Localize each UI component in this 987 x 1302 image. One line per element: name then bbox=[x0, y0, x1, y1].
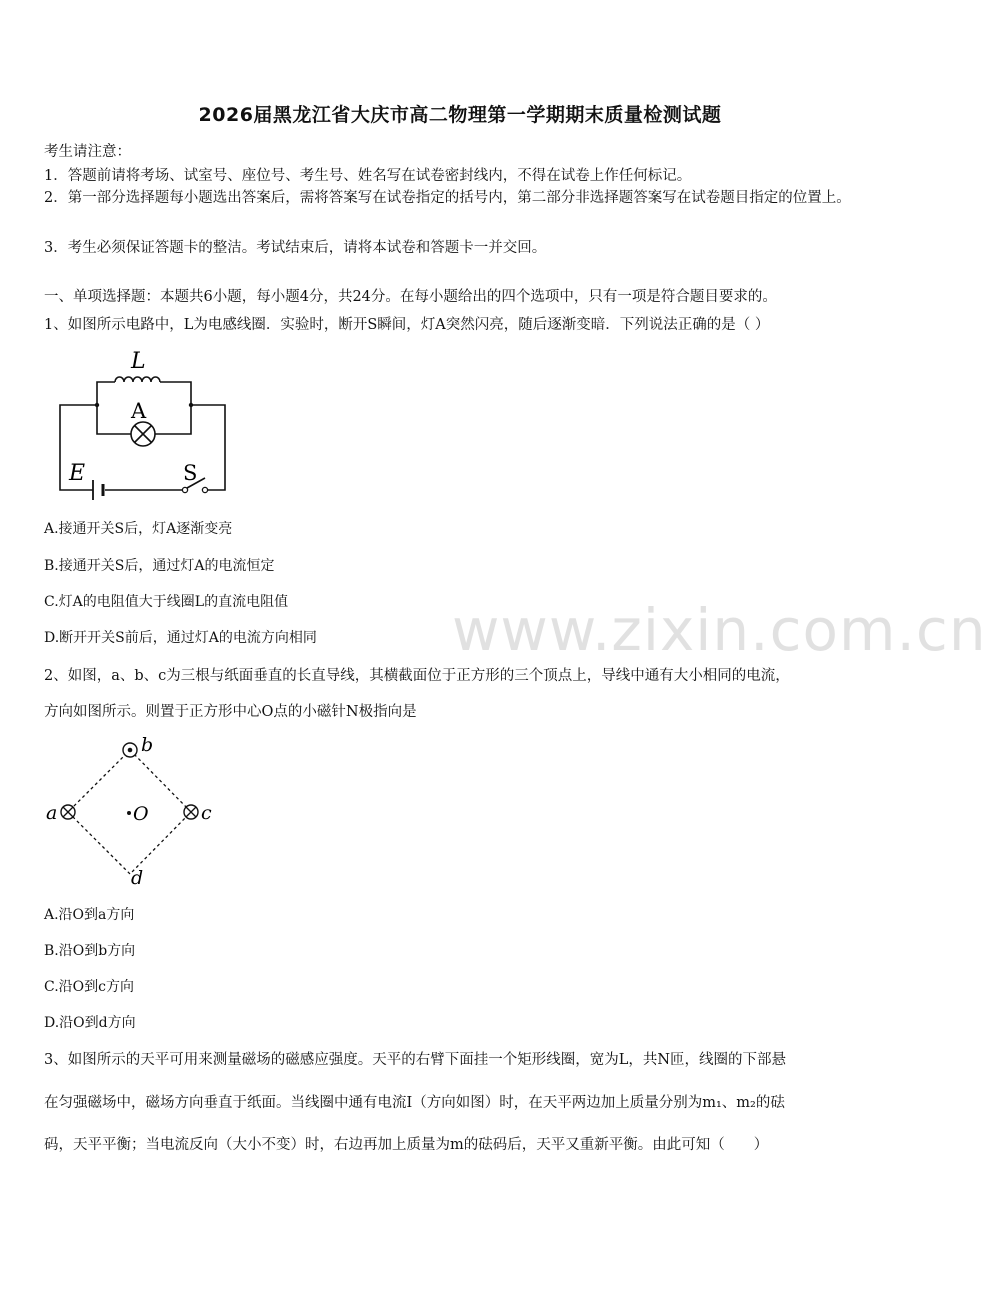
notice-heading: 考生请注意： bbox=[44, 144, 131, 160]
notice-item-3: 3．考生必须保证答题卡的整洁。考试结束后，请将本试卷和答题卡一并交回。 bbox=[44, 240, 547, 256]
q2-option-a: A.沿O到a方向 bbox=[44, 907, 135, 923]
q2-wire-diagram bbox=[42, 732, 222, 890]
notice-item-1: 1．答题前请将考场、试室号、座位号、考生号、姓名写在试卷密封线内，不得在试卷上作任何标记。 bbox=[44, 168, 692, 184]
label-O: O bbox=[133, 803, 149, 825]
q1-option-b: B.接通开关S后，通过灯A的电流恒定 bbox=[44, 558, 275, 574]
label-b: b bbox=[141, 734, 154, 756]
notice-item-2: 2．第一部分选择题每小题选出答案后，需将答案写在试卷指定的括号内，第二部分非选择题答案写在试卷题目指定的位置上。 bbox=[44, 190, 851, 206]
q1-option-a: A.接通开关S后，灯A逐渐变亮 bbox=[44, 521, 233, 537]
q1-circuit-diagram bbox=[55, 342, 235, 500]
q2-option-b: B.沿O到b方向 bbox=[44, 943, 136, 959]
watermark: www.zixin.com.cn bbox=[452, 596, 987, 664]
label-c: c bbox=[201, 802, 212, 824]
label-L: L bbox=[131, 349, 146, 374]
label-A: A bbox=[131, 399, 147, 423]
label-E: E bbox=[69, 461, 86, 486]
label-d: d bbox=[131, 867, 144, 889]
q3-line2: 在匀强磁场中，磁场方向垂直于纸面。当线圈中通有电流I（方向如图）时，在天平两边加上质量分别为m₁、m₂的砝 bbox=[44, 1095, 785, 1111]
section-heading: 一、单项选择题：本题共6小题，每小题4分，共24分。在每小题给出的四个选项中，只有一项是符合题目要求的。 bbox=[44, 289, 777, 305]
q2-option-c: C.沿O到c方向 bbox=[44, 979, 134, 995]
q1-option-c: C.灯A的电阻值大于线圈L的直流电阻值 bbox=[44, 594, 289, 610]
q2-option-d: D.沿O到d方向 bbox=[44, 1015, 136, 1031]
q3-line3: 码，天平平衡；当电流反向（大小不变）时，右边再加上质量为m的砝码后，天平又重新平衡。由此可知（ ） bbox=[44, 1137, 769, 1153]
q3-line1: 3、如图所示的天平可用来测量磁场的磁感应强度。天平的右臂下面挂一个矩形线圈，宽为L，共N匝，线圈的下部悬 bbox=[44, 1052, 787, 1068]
q2-stem-line1: 2、如图，a、b、c为三根与纸面垂直的长直导线，其横截面位于正方形的三个顶点上，导线中通有大小相同的电流， bbox=[44, 668, 790, 684]
q1-stem: 1、如图所示电路中，L为电感线圈．实验时，断开S瞬间，灯A突然闪亮，随后逐渐变暗．下列说法正确的是（ ） bbox=[44, 317, 770, 333]
q2-stem-line2: 方向如图所示。则置于正方形中心O点的小磁针N极指向是 bbox=[44, 704, 417, 720]
label-S: S bbox=[183, 461, 198, 485]
label-a: a bbox=[46, 802, 58, 824]
q1-option-d: D.断开开关S前后，通过灯A的电流方向相同 bbox=[44, 630, 317, 646]
page-title: 2026届黑龙江省大庆市高二物理第一学期期末质量检测试题 bbox=[198, 104, 722, 126]
